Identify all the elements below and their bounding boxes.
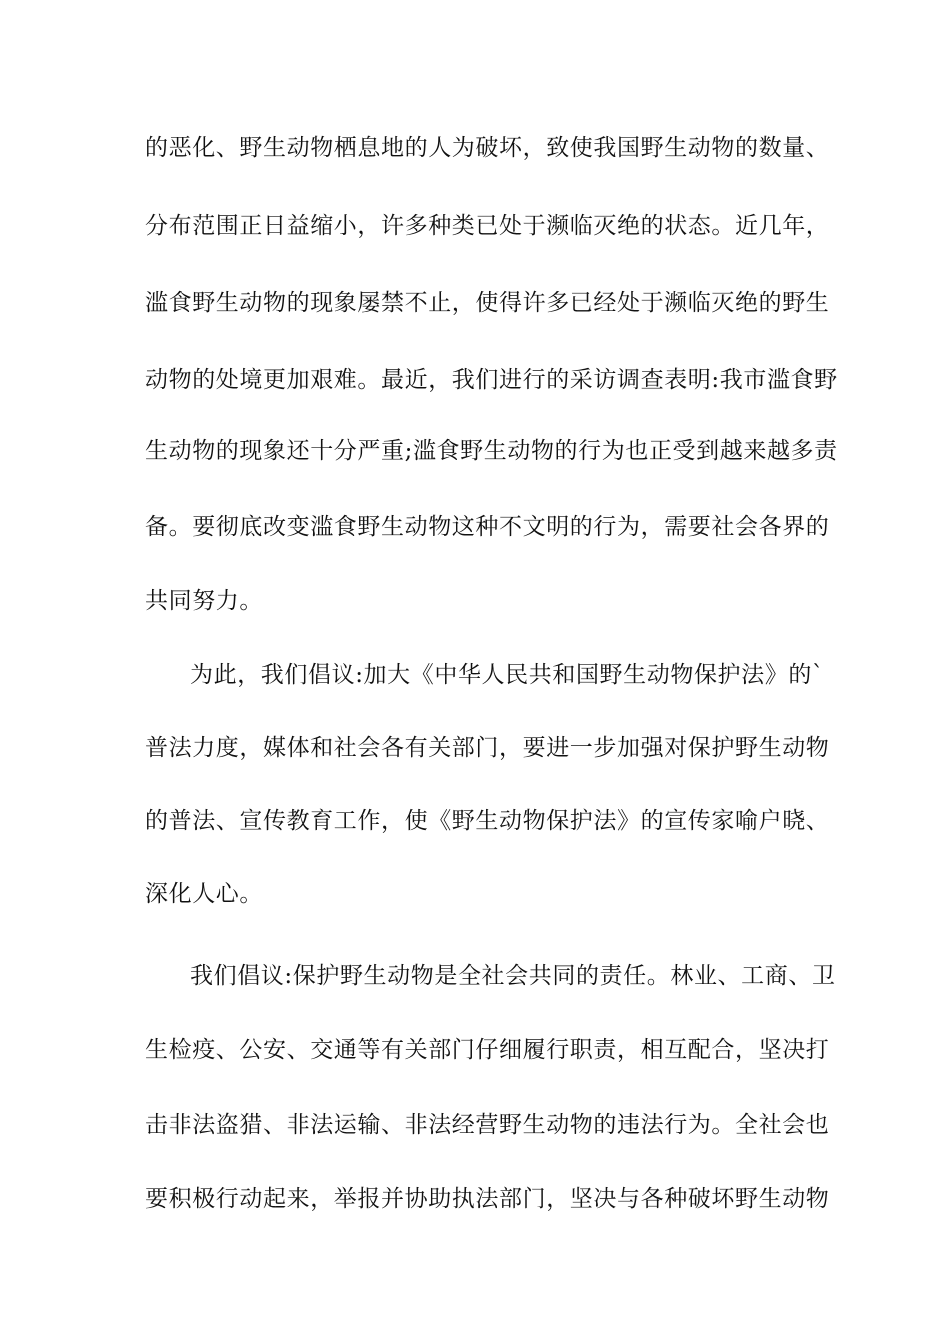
text-line: 生检疫、公安、交通等有关部门仔细履行职责，相互配合，坚决打: [145, 1037, 830, 1063]
text-line: 分布范围正日益缩小，许多种类已处于濒临灭绝的状态。近几年，: [145, 213, 830, 239]
text-line: 的恶化、野生动物栖息地的人为破坏，致使我国野生动物的数量、: [145, 135, 830, 161]
text-line: 深化人心。: [145, 881, 263, 907]
text-line: 备。要彻底改变滥食野生动物这种不文明的行为，需要社会各界的: [145, 514, 830, 540]
text-line: 我们倡议:保护野生动物是全社会共同的责任。林业、工商、卫: [190, 963, 836, 989]
text-line: 普法力度，媒体和社会各有关部门，要进一步加强对保护野生动物: [145, 735, 830, 761]
text-line: 击非法盗猎、非法运输、非法经营野生动物的违法行为。全社会也: [145, 1112, 830, 1138]
text-line: 生动物的现象还十分严重;滥食野生动物的行为也正受到越来越多责: [145, 438, 838, 464]
text-line: 的普法、宣传教育工作，使《野生动物保护法》的宣传家喻户晓、: [145, 808, 830, 834]
text-line: 要积极行动起来，举报并协助执法部门，坚决与各种破坏野生动物: [145, 1186, 830, 1212]
text-line: 滥食野生动物的现象屡禁不止，使得许多已经处于濒临灭绝的野生: [145, 290, 830, 316]
text-line: 为此，我们倡议:加大《中华人民共和国野生动物保护法》的`: [190, 662, 825, 688]
text-line: 共同努力。: [145, 588, 263, 614]
text-line: 动物的处境更加艰难。最近，我们进行的采访调查表明:我市滥食野: [145, 367, 838, 393]
